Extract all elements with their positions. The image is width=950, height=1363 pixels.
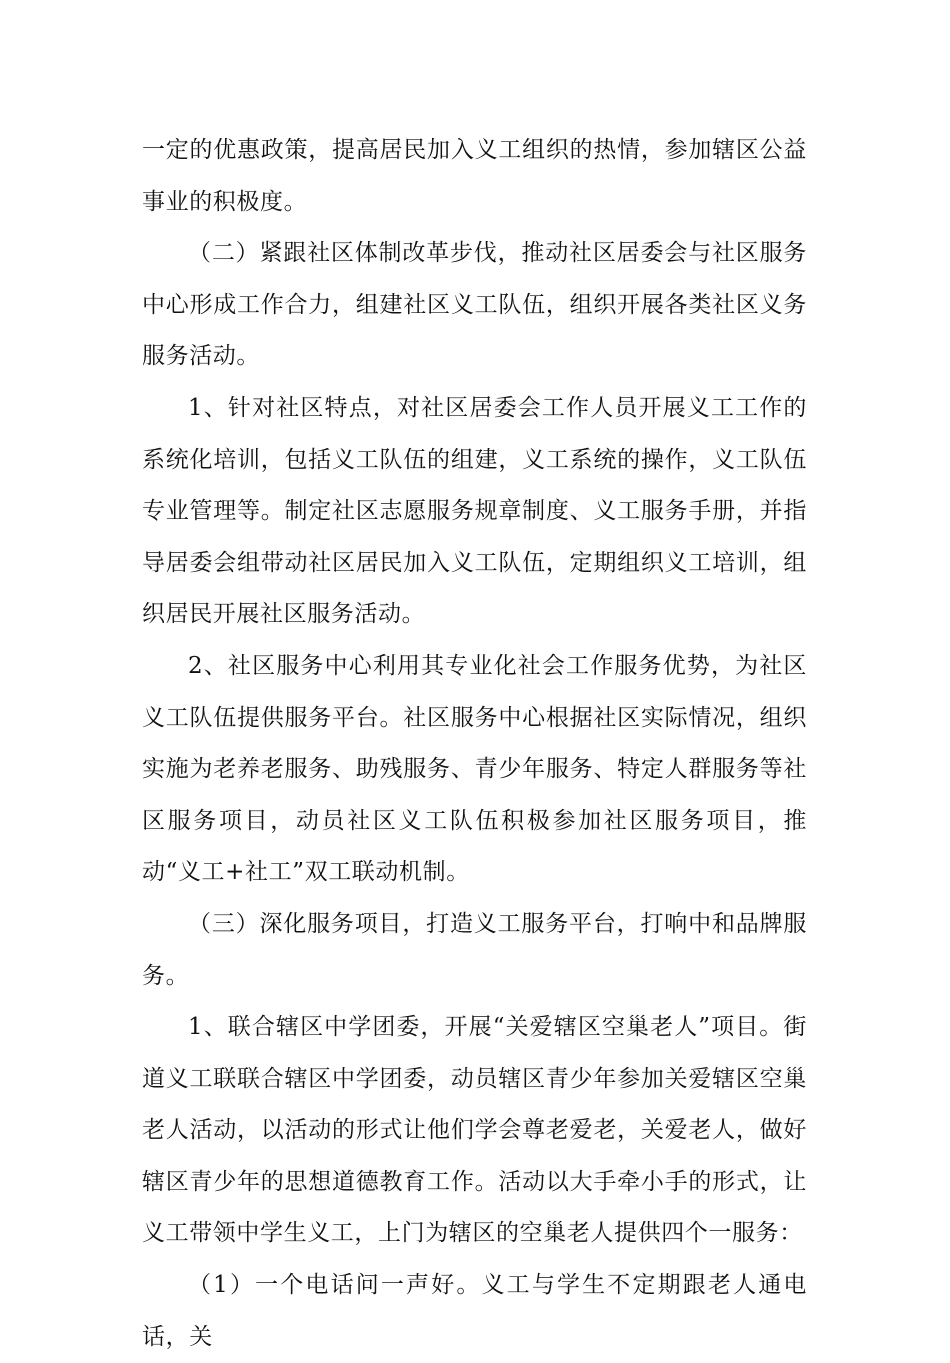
paragraph-3: 1、针对社区特点，对社区居委会工作人员开展义工工作的系统化培训，包括义工队伍的组建，义工系统的操作，义工队伍专业管理等。制定社区志愿服务规章制度、义工服务手册，并指导居委会组带动社区居民加入义工队伍，定期组织义工培训，组织居民开展社区服务活动。 [142, 394, 807, 628]
paragraph-2: （二）紧跟社区体制改革步伐，推动社区居委会与社区服务中心形成工作合力，组建社区义工队伍，组织开展各类社区义务服务活动。 [142, 240, 807, 370]
paragraph-4: 2、社区服务中心利用其专业化社会工作服务优势，为社区义工队伍提供服务平台。社区服务中心根据社区实际情况，组织实施为老养老服务、助残服务、青少年服务、特定人群服务等社区服务项目，动员社区义工队伍积极参加社区服务项目，推动“义工+社工”双工联动机制。 [142, 652, 807, 886]
paragraph-6: 1、联合辖区中学团委，开展“关爱辖区空巢老人”项目。街道义工联联合辖区中学团委，动员辖区青少年参加关爱辖区空巢老人活动，以活动的形式让他们学会尊老爱老，关爱老人，做好辖区青少年的思想道德教育工作。活动以大手牵小手的形式，让义工带领中学生义工，上门为辖区的空巢老人提供四个一服务： [142, 1014, 807, 1247]
paragraph-1: 一定的优惠政策，提高居民加入义工组织的热情，参加辖区公益事业的积极度。 [142, 137, 807, 215]
paragraph-7: （1）一个电话问一声好。义工与学生不定期跟老人通电话，关 [142, 1272, 807, 1350]
paragraph-5: （三）深化服务项目，打造义工服务平台，打响中和品牌服务。 [142, 910, 807, 989]
document-body [142, 125, 807, 1363]
